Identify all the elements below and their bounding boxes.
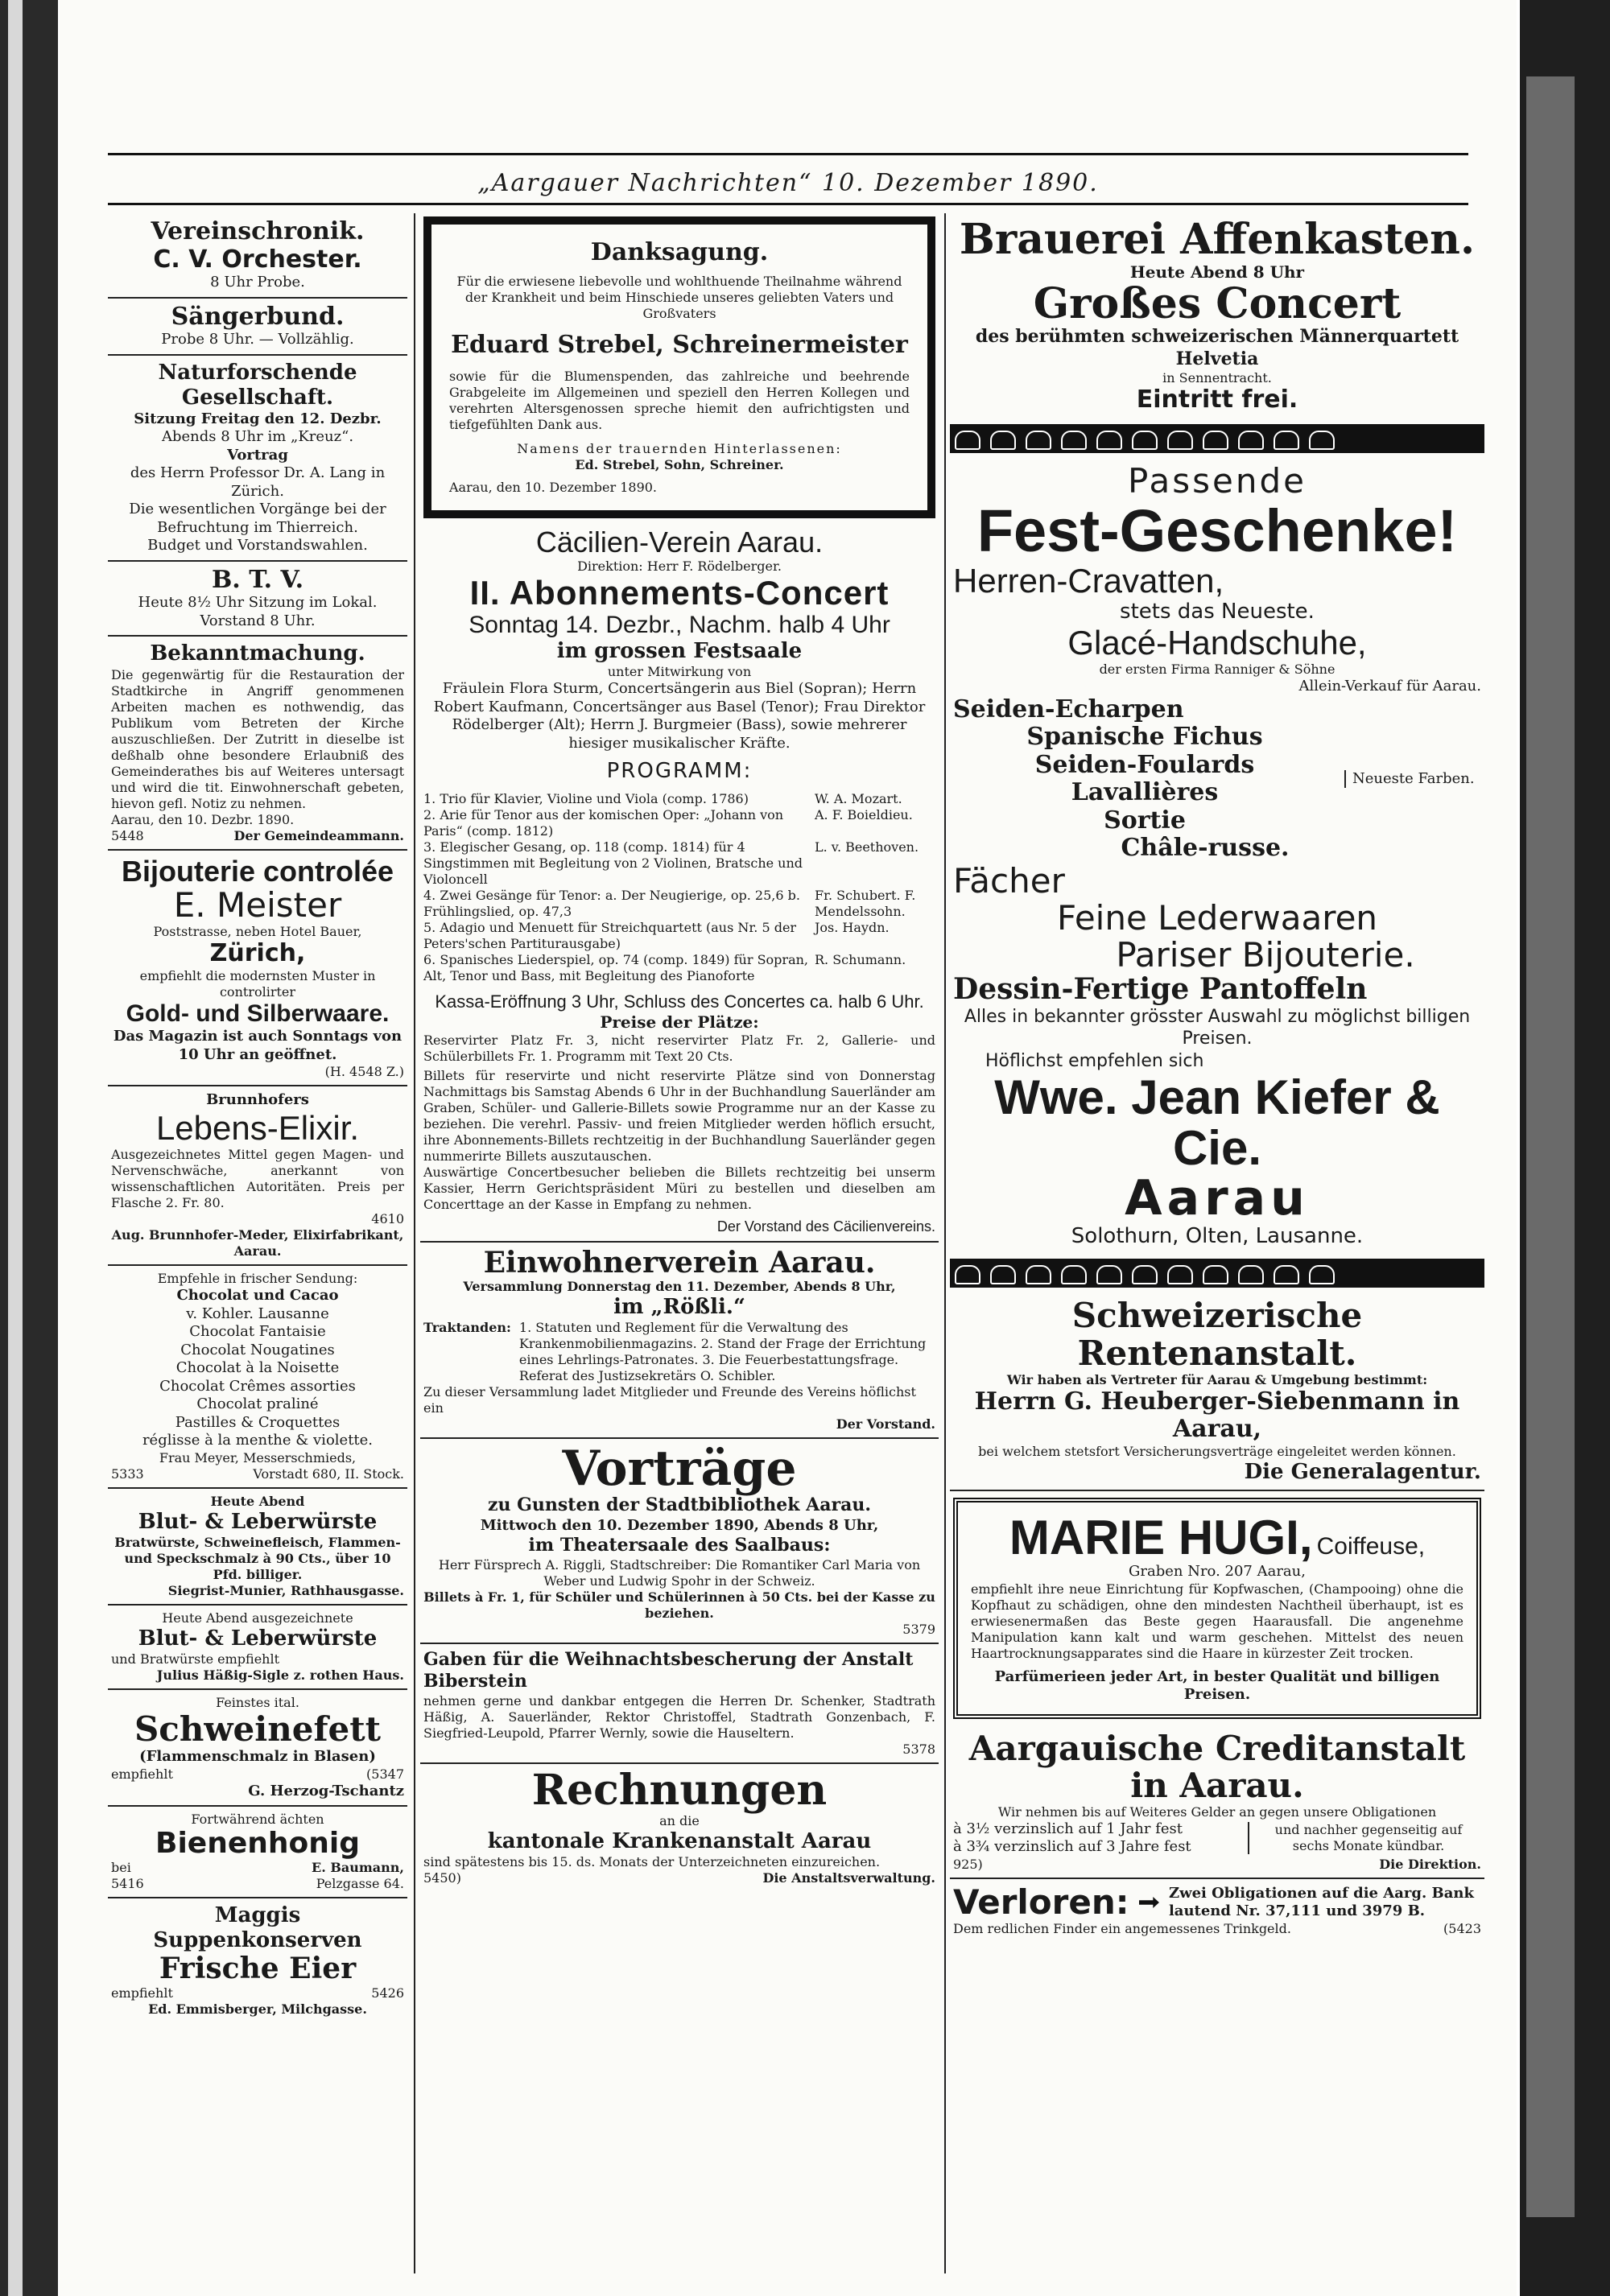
firma: der ersten Firma Ranniger & Söhne xyxy=(1099,662,1335,678)
column-middle xyxy=(420,213,939,1891)
header-rule-bottom xyxy=(108,203,1468,205)
saengerbund-info: Probe 8 Uhr. — Vollzählig. xyxy=(161,331,354,348)
dank-name: Eduard Strebel, Schreinermeister xyxy=(451,330,908,359)
program-piece: 6. Spanisches Liederspiel, op. 74 (comp. 1849) für Sopran, Alt, Tenor und Bass, mit Begleitung des Pianoforte xyxy=(423,951,808,983)
program-composer: R. Schumann. xyxy=(815,951,906,967)
ad-saengerbund xyxy=(108,299,407,356)
programm-heading: PROGRAMM: xyxy=(606,759,753,784)
program-piece: 1. Trio für Klavier, Violine und Viola (comp. 1786) xyxy=(423,790,749,806)
choc-item: Chocolat und Cacao xyxy=(176,1287,339,1305)
eier-emp: empfiehlt xyxy=(111,1985,173,2001)
saengerbund: Sängerbund. xyxy=(171,302,345,331)
renten-sign: Die Generalagentur. xyxy=(1244,1459,1481,1484)
leder: Feine Lederwaaren xyxy=(1056,897,1378,938)
program-piece: 2. Arie für Tenor aus der komischen Oper: „Johann von Paris“ (comp. 1812) xyxy=(423,806,784,839)
bij-addr: Poststrasse, neben Hotel Bauer, xyxy=(153,924,362,940)
allein: Allein-Verkauf für Aarau. xyxy=(1298,678,1481,695)
ad-gaben-biberstein xyxy=(420,1644,939,1764)
scan-right-edge xyxy=(1520,0,1610,2296)
hugi-sub: Coiffeuse, xyxy=(1316,1533,1426,1560)
honig-sign: E. Baumann, xyxy=(312,1859,404,1875)
fest-item: Châle-russe. xyxy=(1121,834,1290,863)
ad-blutwurst-2 xyxy=(108,1606,407,1690)
bek-sign: Der Gemeindeammann. xyxy=(233,827,404,843)
brunnhofer: Brunnhofers xyxy=(206,1091,309,1109)
heading-vereinschronik: Vereinschronik. xyxy=(151,217,365,245)
bekanntmachung: Bekanntmachung. xyxy=(150,641,365,666)
program-composer: L. v. Beethoven. xyxy=(815,839,919,855)
vor-ort: im Theatersaale des Saalbaus: xyxy=(528,1535,831,1556)
ad-vereinschronik xyxy=(108,213,407,299)
header-rule-top xyxy=(108,153,1468,155)
bij-open: Das Magazin ist auch Sonntags von 10 Uhr an geöffnet. xyxy=(113,1028,402,1063)
choc-intro: Empfehle in frischer Sendung: xyxy=(157,1271,358,1287)
ev-trakt: 1. Statuten und Reglement für die Verwaltung des Krankenmobilienmagazins. 2. Stand der Frage der Errichtung eines Lehrlings-Patronates. 3. Die Feuerbestattungsfrage. Referat des Justizsekretärs O. Schibler. xyxy=(518,1320,927,1384)
nf-vortrag: Vortrag xyxy=(227,446,288,464)
fett-emp: empfiehlt xyxy=(111,1766,173,1782)
vor-sub: zu Gunsten der Stadtbibliothek Aarau. xyxy=(488,1494,871,1516)
nf-herr: des Herrn Professor Dr. A. Lang in Zürich. xyxy=(130,464,386,500)
choc-addr: Vorstadt 680, II. Stock. xyxy=(253,1465,404,1482)
cv-artists: Fräulein Flora Sturm, Concertsängerin aus Biel (Sopran); Herrn Robert Kaufmann, Concertsänger aus Basel (Tenor); Frau Direktor Rödelberger (Alt); Herrn J. Burgmeier (Bass), sowie mehrerer hiesiger musikalischer Kräfte. xyxy=(433,680,926,752)
vor-num: 5379 xyxy=(902,1621,935,1637)
nf-thema: Die wesentlichen Vorgänge bei der Befruchtung im Thierreich. xyxy=(129,501,386,536)
credit-sign: Die Direktion. xyxy=(1379,1856,1481,1872)
cv-title: Cäcilien-Verein Aarau. xyxy=(535,526,824,559)
neueste-farben: Neueste Farben. xyxy=(1344,770,1481,789)
eier-sign: Ed. Emmisberger, Milchgasse. xyxy=(148,2001,367,2017)
column-left xyxy=(108,213,407,2022)
choc-sign: Frau Meyer, Messerschmieds, xyxy=(159,1449,357,1465)
btv-info: Heute 8½ Uhr Sitzung im Lokal. Vorstand 8 Uhr. xyxy=(138,594,378,629)
fest-item: Seiden-Foulards xyxy=(1034,750,1255,779)
cv-date: Sonntag 14. Dezbr., Nachm. halb 4 Uhr xyxy=(469,611,890,638)
cv-dir: Direktion: Herr F. Rödelberger. xyxy=(577,558,782,574)
credit-num: 925) xyxy=(953,1856,983,1872)
fett-sub: (Flammenschmalz in Blasen) xyxy=(139,1748,376,1766)
ad-lebens-elixir xyxy=(108,1086,407,1266)
rech-title: Rechnungen xyxy=(531,1765,828,1815)
cv-concert: II. Abonnements-Concert xyxy=(469,573,890,612)
program-composer: Fr. Schubert. F. Mendelssohn. xyxy=(815,887,916,919)
ad-fest-geschenke xyxy=(950,458,1484,1255)
fett-title: Schweinefett xyxy=(134,1709,382,1749)
gaben-text: nehmen gerne und dankbar entgegen die Herren Dr. Schenker, Stadtrath Häßig, A. Sauerländer, Rektor Christoffel, Stadtrath Gonzenbach, F. Siegfried-Leupold, Pfarrer Wernly, sowie die Hauseltern. xyxy=(423,1692,935,1741)
glace: Glacé-Handschuhe, xyxy=(1067,623,1367,662)
hoefl: Höflichst empfehlen sich xyxy=(985,1050,1204,1071)
elixir-text: Ausgezeichnetes Mittel gegen Magen- und Nervenschwäche, anerkannt von wissenschaftlichen Autoritäten. Preis per Flasche 2. Fr. 80. xyxy=(111,1147,404,1211)
fest-item: Sortie xyxy=(1104,806,1186,835)
rech-sign: Die Anstaltsverwaltung. xyxy=(762,1869,935,1886)
verloren-text: Zwei Obligationen auf die Aarg. Bank lautend Nr. 37,111 und 3979 B. xyxy=(1168,1884,1474,1919)
renten-text2: bei welchem stetsfort Versicherungsverträge eingeleitet werden können. xyxy=(978,1443,1456,1459)
kiefer: Wwe. Jean Kiefer & Cie. xyxy=(994,1070,1440,1176)
ad-schweinefett xyxy=(108,1690,407,1807)
fett-intro: Feinstes ital. xyxy=(216,1694,299,1710)
rech-sub: kantonale Krankenanstalt Aarau xyxy=(487,1828,872,1853)
credit-rate2: à 3¾ verzinslich auf 3 Jahre fest xyxy=(953,1838,1191,1856)
cv-orchester: C. V. Orchester. xyxy=(153,245,362,274)
kassa: Kassa-Eröffnung 3 Uhr, Schluss des Concertes ca. halb 6 Uhr. xyxy=(435,991,924,1012)
ad-danksagung xyxy=(423,216,935,518)
neueste: stets das Neueste. xyxy=(1120,599,1315,624)
cravatten: Herren-Cravatten, xyxy=(953,561,1224,600)
page-header: „Aargauer Nachrichten“ 10. Dezember 1890. xyxy=(477,169,1099,197)
credit-text: Wir nehmen bis auf Weiteres Gelder an gegen unsere Obligationen xyxy=(997,1803,1437,1820)
bek-text: Die gegenwärtig für die Restauration der Stadtkirche in Angriff genommenen Arbeiten machen es nothwendig, das Publikum vom Betreten der Kirche auszuschließen. Der Zutritt in dieselbe ist deßhalb ohne besondere Erlaubniß des Gemeinderathes bis auf Weiteres untersagt und wird die tit. Einwohnerschaft gebeten, hievon gefl. Notiz zu nehmen. xyxy=(111,666,404,811)
elixir-sign: Aug. Brunnhofer-Meder, Elixirfabrikant, Aarau. xyxy=(111,1227,404,1259)
renten-name: Herrn G. Heuberger-Siebenmann in Aarau, xyxy=(974,1387,1460,1444)
program-composer: Jos. Haydn. xyxy=(815,919,890,935)
newspaper-page xyxy=(60,0,1517,2296)
dank-namens: Namens der trauernden Hinterlassenen: xyxy=(517,441,842,456)
honig-title: Bienenhonig xyxy=(155,1827,360,1861)
kiefer-orte: Solothurn, Olten, Lausanne. xyxy=(1071,1224,1364,1249)
blut2-sign: Julius Häßig-Sigle z. rothen Haus. xyxy=(156,1667,404,1683)
fest-item: Spanische Fichus xyxy=(1026,723,1263,752)
vor-text: Herr Fürsprech A. Riggli, Stadtschreiber: Die Romantiker Carl Maria von Weber und Ludwig Spohr in der Schweiz. xyxy=(438,1556,921,1589)
choc-num: 5333 xyxy=(111,1465,144,1482)
blut2-text: und Bratwürste empfiehlt xyxy=(111,1651,280,1667)
ad-verloren xyxy=(950,1879,1484,1942)
bij-text: empfiehlt die modernsten Muster in controlirter xyxy=(139,967,376,1000)
renten-text: Wir haben als Vertreter für Aarau & Umgebung bestimmt: xyxy=(1006,1371,1428,1387)
vor-billets: Billets à Fr. 1, für Schüler und Schülerinnen à 50 Cts. bei der Kasse zu beziehen. xyxy=(423,1589,935,1621)
fest-item: Seiden-Echarpen xyxy=(953,695,1184,723)
heute-abend: Heute Abend xyxy=(210,1493,305,1509)
choc-item: Chocolat Crêmes assorties xyxy=(159,1377,356,1395)
renten-title: Schweizerische Rentenanstalt. xyxy=(1071,1296,1363,1373)
ad-caecilien-verein xyxy=(420,521,939,1243)
rech-text: sind spätestens bis 15. ds. Monats der Unterzeichneten einzureichen. xyxy=(423,1853,881,1869)
cv-mit: unter Mitwirkung von xyxy=(607,664,752,680)
bek-num: 5448 xyxy=(111,827,144,843)
bij-ref: (H. 4548 Z.) xyxy=(324,1064,404,1080)
ev-vers: Versammlung Donnerstag den 11. Dezember, Abends 8 Uhr, xyxy=(463,1279,896,1295)
blut-text: Bratwürste, Schweinefleisch, Flammen- und Speckschmalz à 90 Cts., über 10 Pfd. billiger. xyxy=(114,1534,401,1582)
program-composer: W. A. Mozart. xyxy=(815,790,902,806)
eier-title: Frische Eier xyxy=(159,1952,357,1986)
ev-sign: Der Vorstand. xyxy=(836,1416,935,1432)
ev-invite: Zu dieser Versammlung ladet Mitglieder und Freunde des Vereins höflichst ein xyxy=(423,1384,916,1416)
billets-text: Billets für reservirte und nicht reservirte Plätze sind von Donnerstag Nachmittags bis Samstag Abends 6 Uhr in der Buchhandlung Sauerländer am Graben, Schüler- und Gallerie-Billets sowie Programme nur an der Kasse zu beziehen. Die verehrl. Passiv- und freien Mitglieder werden höflich ersucht, ihre Abonnements-Billets rechtzeitig in der Buchhandlung Sauerländer gegen nummerirte Billets auszutauschen. xyxy=(423,1068,935,1164)
maggi-title: Maggis Suppenkonserven xyxy=(153,1902,362,1952)
rech-an: an die xyxy=(659,1812,700,1828)
blut-title: Blut- & Leberwürste xyxy=(138,1509,378,1534)
credit-rate1: à 3½ verzinslich auf 1 Jahr fest xyxy=(953,1820,1183,1837)
preise-heading: Preise der Plätze: xyxy=(600,1012,759,1033)
choc-item: Chocolat à la Noisette xyxy=(175,1359,340,1377)
blut-sign: Siegrist-Munier, Rathhausgasse. xyxy=(167,1582,404,1598)
program-piece: 5. Adagio und Menuett für Streichquartett (aus Nr. 5 der Peters'schen Partiturausgabe) xyxy=(423,919,797,951)
ornament-band xyxy=(950,424,1484,453)
auswaertige-text: Auswärtige Concertbesucher belieben die Billets rechtzeitig bei unserm Kassier, Herrn Gerichtspräsident Müri zu bestellen und dieselben am Concerttage an der Kasse in Empfang zu nehmen. xyxy=(423,1164,935,1213)
ev-title: Einwohnerverein Aarau. xyxy=(483,1245,876,1280)
bij-title: Bijouterie controlée xyxy=(121,854,394,888)
hugi-addr: Graben Nro. 207 Aarau, xyxy=(1129,1563,1306,1581)
ad-blutwurst-1 xyxy=(108,1489,407,1606)
program-piece: 4. Zwei Gesänge für Tenor: a. Der Neugierige, op. 25,6 b. Frühlingslied, op. 47,3 xyxy=(423,887,800,919)
ad-chocolat xyxy=(108,1266,407,1489)
credit-note: und nachher gegenseitig auf sechs Monate kündbar. xyxy=(1248,1822,1481,1854)
verloren-title: Verloren: xyxy=(953,1882,1129,1922)
choc-item: v. Kohler. Lausanne xyxy=(186,1305,329,1322)
cv-time: 8 Uhr Probe. xyxy=(210,274,305,291)
ornament-band-2 xyxy=(950,1259,1484,1288)
brauerei-eintritt: Eintritt frei. xyxy=(1136,385,1298,414)
ad-bekanntmachung xyxy=(108,637,407,850)
ev-trakt-label: Traktanden: xyxy=(423,1320,511,1336)
ad-marie-hugi xyxy=(953,1498,1481,1719)
eier-num: 5426 xyxy=(371,1985,404,2001)
ev-ort: im „Rößli.“ xyxy=(613,1295,745,1320)
ad-rechnungen xyxy=(420,1764,939,1891)
honig-intro: Fortwährend ächten xyxy=(191,1812,324,1828)
verloren-reward: Dem redlichen Finder ein angemessenes Trinkgeld. xyxy=(953,1921,1291,1937)
program-piece: 3. Elegischer Gesang, op. 118 (comp. 1814) für 4 Singstimmen mit Begleitung von 2 Violinen, Bratsche und Violoncell xyxy=(423,839,803,887)
credit-title: Aargauische Creditanstalt in Aarau. xyxy=(968,1728,1466,1805)
dank-text1: Für die erwiesene liebevolle und wohlthuende Theilnahme während der Krankheit und beim Hinschiede unseres geliebten Vaters und Großvaters xyxy=(456,273,902,321)
gaben-num: 5378 xyxy=(902,1741,935,1757)
hugi-name: MARIE HUGI, xyxy=(1009,1511,1313,1565)
fest-geschenke: Fest-Geschenke! xyxy=(976,497,1458,564)
dank-sign: Ed. Strebel, Sohn, Schreiner. xyxy=(575,457,784,472)
naturforschende: Naturforschende Gesellschaft. xyxy=(158,360,357,410)
honig-num: 5416 xyxy=(111,1875,144,1891)
program-composer: A. F. Boieldieu. xyxy=(815,806,913,822)
bij-gold: Gold- und Silberwaare. xyxy=(126,1000,390,1027)
choc-item: Pastilles & Croquettes xyxy=(175,1413,341,1431)
column-rule-1 xyxy=(414,213,415,2273)
pariser-bijouterie: Pariser Bijouterie. xyxy=(1116,935,1415,975)
ad-bijouterie xyxy=(108,851,407,1087)
dessin: Dessin-Fertige Pantoffeln xyxy=(953,972,1368,1007)
passende: Passende xyxy=(1128,460,1307,501)
choc-item: Chocolat praliné xyxy=(196,1395,319,1413)
ad-brauerei xyxy=(950,213,1484,419)
brauerei-sub: des berühmten schweizerischen Männerquartett Helvetia xyxy=(975,326,1459,369)
choc-item: réglisse à la menthe & violette. xyxy=(142,1432,374,1449)
vor-date: Mittwoch den 10. Dezember 1890, Abends 8 Uhr, xyxy=(480,1516,879,1534)
ad-einwohnerverein xyxy=(420,1243,939,1440)
bek-date: Aarau, den 10. Dezbr. 1890. xyxy=(111,811,295,827)
elixir-num: 4610 xyxy=(371,1211,404,1227)
dank-date: Aarau, den 10. Dezember 1890. xyxy=(449,480,658,495)
honig-addr: Pelzgasse 64. xyxy=(316,1875,404,1891)
cv-sign: Der Vorstand des Cäcilienvereins. xyxy=(716,1218,935,1235)
ad-btv xyxy=(108,562,407,637)
hugi-parf: Parfümerieen jeder Art, in bester Qualität und billigen Preisen. xyxy=(994,1667,1440,1704)
ad-creditanstalt xyxy=(950,1725,1484,1879)
dank-text2: sowie für die Blumenspenden, das zahlreiche und beehrende Grabgeleite im Allgemeinen und speziell den Herren Kollegen und verehrten Altersgenossen spreche hiemit den aufrichtigsten und tiefgefühlten Dank aus. xyxy=(449,369,910,432)
fett-sign: G. Herzog-Tschantz xyxy=(248,1782,404,1799)
verloren-num: (5423 xyxy=(1443,1921,1481,1937)
bij-name: E. Meister xyxy=(173,885,342,925)
ad-bienenhonig xyxy=(108,1807,407,1898)
scan-left-edge xyxy=(0,0,58,2296)
preise-text: Reservirter Platz Fr. 3, nicht reservirter Platz Fr. 2, Gallerie- und Schülerbillets Fr. 1. Programm mit Text 20 Cts. xyxy=(423,1033,935,1065)
elixir-title: Lebens-Elixir. xyxy=(155,1108,360,1147)
vor-title: Vorträge xyxy=(562,1441,797,1498)
column-rule-2 xyxy=(944,213,946,2273)
hugi-text: empfiehlt ihre neue Einrichtung für Kopfwaschen, (Champooing) ohne die Kopfhaut zu schädigen, ohne den mindesten Nachtheil überhaupt, ist es erwiesenermaßen das Beste gegen Haarausfall. Die angenehme Manipulation kann kalt und warm geschehen. Mittelst des neuen Haartrocknungsapparates sind die Haare in kürzester Zeit trocken. xyxy=(971,1581,1463,1661)
blut2-title: Blut- & Leberwürste xyxy=(138,1626,378,1651)
cv-place: im grossen Festsaale xyxy=(556,639,803,664)
faecher: Fächer xyxy=(953,860,1065,901)
nf-ort: Abends 8 Uhr im „Kreuz“. xyxy=(161,428,354,446)
fett-num: (5347 xyxy=(366,1766,404,1782)
fest-item: Lavallières xyxy=(1071,778,1219,807)
ad-rentenanstalt xyxy=(950,1292,1484,1491)
gaben-title: Gaben für die Weihnachtsbescherung der Anstalt Biberstein xyxy=(423,1648,914,1692)
rech-num: 5450) xyxy=(423,1869,461,1886)
honig-bei: bei xyxy=(111,1859,131,1875)
alles: Alles in bekannter grösster Auswahl zu möglichst billigen Preisen. xyxy=(964,1006,1471,1049)
pointing-hand-icon xyxy=(1139,1897,1159,1908)
ad-naturforschende xyxy=(108,356,407,562)
ad-maggi xyxy=(108,1898,407,2022)
heute-abend-2: Heute Abend ausgezeichnete xyxy=(162,1610,353,1626)
choc-item: Chocolat Fantaisie xyxy=(189,1323,326,1341)
column-right xyxy=(950,213,1484,1942)
kiefer-aarau: Aarau xyxy=(1125,1170,1310,1227)
brauerei-tracht: in Sennentracht. xyxy=(1162,370,1272,386)
program-list xyxy=(423,791,935,984)
dank-title: Danksagung. xyxy=(590,238,769,266)
ad-vortraege xyxy=(420,1439,939,1644)
brauerei-concert: Großes Concert xyxy=(1033,278,1402,328)
brauerei-title: Brauerei Affenkasten. xyxy=(959,215,1476,264)
choc-item: Chocolat Nougatines xyxy=(180,1341,335,1358)
bij-city: Zürich, xyxy=(209,939,306,968)
brauerei-heute: Heute Abend 8 Uhr xyxy=(1129,262,1305,282)
nf-sitzung: Sitzung Freitag den 12. Dezbr. xyxy=(134,410,382,427)
nf-budget: Budget und Vorstandswahlen. xyxy=(147,537,368,554)
btv: B. T. V. xyxy=(211,565,304,594)
